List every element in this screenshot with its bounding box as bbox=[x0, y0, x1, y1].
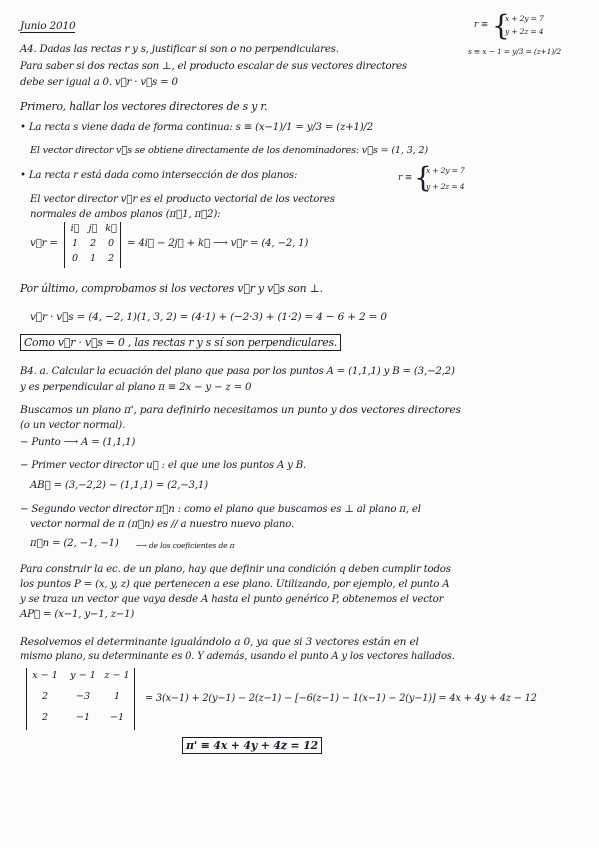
a4-det-result: = 4i⃗ − 2j⃗ + k⃗ ⟶ v⃗r = (4, −2, 1) bbox=[127, 238, 309, 249]
b4-det-cell: y − 1 bbox=[70, 670, 96, 681]
line-s-equation: s ≡ x − 1 = y/3 = (z+1)/2 bbox=[468, 47, 561, 56]
a4-det-cell: 2 bbox=[107, 253, 115, 264]
b4-line: Para construir la ec. de un plano, hay que definir una condición q deben cumplir todos bbox=[20, 564, 451, 575]
b4-line: y se traza un vector que vaya desde A hasta el punto genérico P, obtenemos el vector bbox=[20, 594, 444, 605]
b4-det-cell: −1 bbox=[109, 712, 125, 723]
a4-line: • La recta r está dada como intersección de dos planos: bbox=[20, 170, 298, 181]
b4-det-right-bar bbox=[134, 668, 135, 730]
b4-statement: B4. a. Calcular la ecuación del plano que pasa por los puntos A = (1,1,1) y B = (3,−2,2) bbox=[20, 366, 455, 377]
a4-line: Primero, hallar los vectores directores de s y r. bbox=[20, 100, 268, 113]
b4-det-cell: 2 bbox=[41, 712, 49, 723]
b4-note: ⟶ de los coeficientes de π bbox=[136, 541, 235, 550]
r-system-eq2: y + 2z = 4 bbox=[426, 182, 465, 191]
b4-line: Resolvemos el determinante igualándolo a 0, ya que si 3 vectores están en el bbox=[20, 636, 419, 648]
a4-line: v⃗r · v⃗s = (4, −2, 1)(1, 3, 2) = (4·1) + (−2·3) + (1·2) = 4 − 6 + 2 = 0 bbox=[30, 311, 387, 323]
b4-det-cell: 2 bbox=[41, 691, 49, 702]
b4-det-cell: x − 1 bbox=[32, 670, 58, 681]
r-system-eq1: x + 2y = 7 bbox=[426, 166, 465, 175]
b4-line: − Segundo vector director π⃗n : como el plano que buscamos es ⊥ al plano π, el bbox=[20, 504, 421, 515]
b4-det-result: = 3(x−1) + 2(y−1) − 2(z−1) − [−6(z−1) − 1(x−1) − 2(y−1)] = 4x + 4y + 4z − 12 bbox=[145, 693, 537, 704]
a4-det-cell: 2 bbox=[89, 238, 97, 249]
a4-line: normales de ambos planos (π⃗1, π⃗2): bbox=[30, 209, 221, 220]
system-brace: { bbox=[492, 9, 510, 42]
a4-line: Para saber si dos rectas son ⊥, el producto escalar de sus vectores directores bbox=[20, 61, 407, 72]
b4-line: los puntos P = (x, y, z) que pertenecen a ese plano. Utilizando, por ejemplo, el punto A bbox=[20, 579, 450, 590]
a4-det-cell: 0 bbox=[107, 238, 115, 249]
b4-line: − Punto ⟶ A = (1,1,1) bbox=[20, 437, 136, 448]
a4-det-cell: i⃗ bbox=[70, 223, 80, 234]
a4-det-cell: 0 bbox=[71, 253, 79, 264]
a4-line: debe ser igual a 0. v⃗r · v⃗s = 0 bbox=[20, 77, 178, 88]
b4-statement-2: y es perpendicular al plano π ≡ 2x − y − z = 0 bbox=[20, 382, 252, 393]
b4-line: π⃗n = (2, −1, −1) bbox=[30, 538, 119, 549]
b4-det-cell: z − 1 bbox=[104, 670, 130, 681]
b4-line: mismo plano, su determinante es 0. Y además, usando el punto A y los vectores hallados. bbox=[20, 651, 455, 662]
a4-det-cell: 1 bbox=[89, 253, 97, 264]
b4-line: − Primer vector director u⃗ : el que une los puntos A y B. bbox=[20, 460, 307, 471]
date-heading: Junio 2010 bbox=[20, 20, 76, 32]
b4-det-left-bar bbox=[26, 668, 27, 730]
a4-conclusion: Como v⃗r · v⃗s = 0 , las rectas r y s sí son perpendiculares. bbox=[20, 334, 341, 351]
b4-line: AP⃗ = (x−1, y−1, z−1) bbox=[20, 609, 135, 620]
b4-line: Buscamos un plano π', para definirlo necesitamos un punto y dos vectores directores bbox=[20, 404, 461, 416]
a4-det-cell: 1 bbox=[71, 238, 79, 249]
system-label: r ≡ bbox=[474, 20, 489, 30]
system-eq2: y + 2z = 4 bbox=[505, 27, 544, 36]
a4-det-cell: j⃗ bbox=[88, 223, 98, 234]
b4-det-cell: −1 bbox=[75, 712, 91, 723]
b4-final-answer: π' ≡ 4x + 4y + 4z = 12 bbox=[182, 737, 322, 754]
b4-line: vector normal de π (π⃗n) es // a nuestro nuevo plano. bbox=[30, 519, 295, 530]
b4-line: AB⃗ = (3,−2,2) − (1,1,1) = (2,−3,1) bbox=[30, 480, 208, 491]
a4-line: El vector director v⃗s se obtiene directamente de los denominadores: v⃗s = (1, 3, 2) bbox=[30, 145, 428, 156]
r-system-brace: { bbox=[414, 161, 432, 194]
r-system-label: r ≡ bbox=[398, 173, 413, 183]
b4-line: (o un vector normal). bbox=[20, 420, 126, 431]
a4-det-label: v⃗r = bbox=[30, 238, 58, 249]
system-eq1: x + 2y = 7 bbox=[505, 14, 544, 23]
a4-statement: A4. Dadas las rectas r y s, justificar si son o no perpendiculares. bbox=[20, 44, 339, 55]
b4-det-cell: −3 bbox=[75, 691, 91, 702]
b4-det-cell: 1 bbox=[113, 691, 121, 702]
a4-det-cell: k⃗ bbox=[105, 223, 117, 234]
a4-line: El vector director v⃗r es el producto vectorial de los vectores bbox=[30, 194, 335, 205]
a4-line: Por último, comprobamos si los vectores v⃗r y v⃗s son ⊥. bbox=[20, 282, 323, 295]
a4-line: • La recta s viene dada de forma continua: s ≡ (x−1)/1 = y/3 = (z+1)/2 bbox=[20, 122, 374, 133]
